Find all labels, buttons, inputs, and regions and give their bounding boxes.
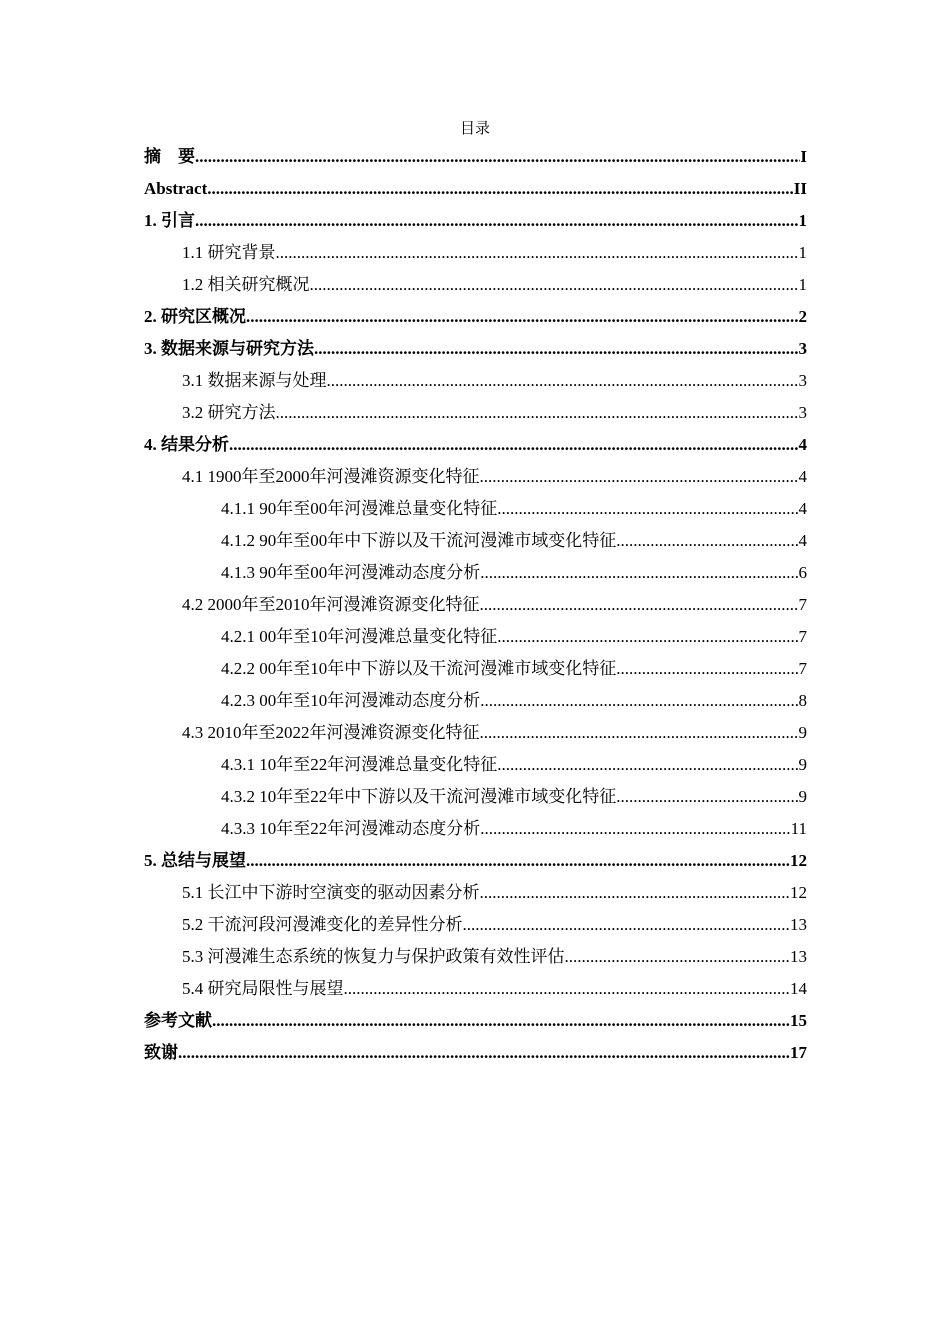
toc-entry[interactable] bbox=[144, 173, 807, 205]
toc-entry[interactable] bbox=[144, 717, 807, 749]
toc-entry[interactable] bbox=[144, 653, 807, 685]
dot-leader bbox=[212, 1005, 790, 1037]
toc-entry-page-number: 4 bbox=[798, 435, 807, 454]
toc-entry-label: 4.1 1900年至2000年河漫滩资源变化特征 bbox=[182, 467, 480, 486]
toc-entry[interactable] bbox=[144, 269, 807, 301]
dot-leader bbox=[463, 909, 791, 941]
toc-entry[interactable] bbox=[144, 525, 807, 557]
toc-entry[interactable] bbox=[144, 1005, 807, 1037]
toc-entry-page-number: 7 bbox=[798, 627, 807, 646]
dot-leader bbox=[310, 269, 799, 301]
toc-entry-label: 3.2 研究方法 bbox=[182, 403, 276, 422]
toc-entry[interactable] bbox=[144, 557, 807, 589]
toc-entry-page-number: 13 bbox=[790, 947, 807, 966]
toc-entry-page-number: 8 bbox=[798, 691, 807, 710]
toc-entry-label: 4.2.3 00年至10年河漫滩动态度分析 bbox=[221, 691, 481, 710]
toc-entry-label: 3. 数据来源与研究方法 bbox=[144, 339, 314, 358]
toc-entry[interactable] bbox=[144, 621, 807, 653]
dot-leader bbox=[178, 1037, 790, 1069]
toc-entry-label: 5.2 干流河段河漫滩变化的差异性分析 bbox=[182, 915, 463, 934]
toc-entry-page-number: 2 bbox=[798, 307, 807, 326]
toc-entry-label: 4. 结果分析 bbox=[144, 435, 229, 454]
toc-entry-page-number: 4 bbox=[798, 531, 807, 550]
toc-entry[interactable] bbox=[144, 301, 807, 333]
toc-entry-page-number: 3 bbox=[798, 403, 807, 422]
dot-leader bbox=[195, 205, 799, 237]
toc-entry-page-number: I bbox=[800, 147, 807, 166]
toc-entry-page-number: 14 bbox=[790, 979, 807, 998]
dot-leader bbox=[497, 493, 798, 525]
dot-leader bbox=[616, 781, 798, 813]
toc-entry[interactable] bbox=[144, 845, 807, 877]
toc-entry[interactable] bbox=[144, 877, 807, 909]
toc-entry[interactable] bbox=[144, 141, 807, 173]
toc-entry[interactable] bbox=[144, 749, 807, 781]
dot-leader bbox=[480, 685, 798, 717]
toc-entry-page-number: 13 bbox=[790, 915, 807, 934]
dot-leader bbox=[497, 749, 798, 781]
toc-entry-page-number: 3 bbox=[798, 371, 807, 390]
toc-entry-label: 5. 总结与展望 bbox=[144, 851, 246, 870]
toc-entry-label: 3.1 数据来源与处理 bbox=[182, 371, 327, 390]
toc-entry-page-number: 12 bbox=[790, 883, 807, 902]
dot-leader bbox=[276, 237, 799, 269]
toc-entry-page-number: 12 bbox=[790, 851, 807, 870]
toc-entry-label: 2. 研究区概况 bbox=[144, 307, 246, 326]
dot-leader bbox=[616, 525, 798, 557]
toc-entry-page-number: 7 bbox=[798, 595, 807, 614]
toc-entry-label: 摘 要 bbox=[144, 147, 195, 166]
dot-leader bbox=[480, 717, 799, 749]
toc-entry-page-number: 1 bbox=[798, 243, 807, 262]
dot-leader bbox=[616, 653, 798, 685]
dot-leader bbox=[276, 397, 799, 429]
toc-entry-page-number: 3 bbox=[798, 339, 807, 358]
toc-entry[interactable] bbox=[144, 333, 807, 365]
toc-entry[interactable] bbox=[144, 589, 807, 621]
toc-entry-label: 1.2 相关研究概况 bbox=[182, 275, 310, 294]
dot-leader bbox=[344, 973, 791, 1005]
toc-entry-label: Abstract bbox=[144, 179, 208, 198]
toc-entry-label: 5.1 长江中下游时空演变的驱动因素分析 bbox=[182, 883, 480, 902]
table-of-contents bbox=[144, 141, 807, 1069]
dot-leader bbox=[480, 461, 799, 493]
toc-entry[interactable] bbox=[144, 685, 807, 717]
toc-entry-label: 1.1 研究背景 bbox=[182, 243, 276, 262]
toc-entry-page-number: 1 bbox=[798, 275, 807, 294]
toc-entry-page-number: 7 bbox=[798, 659, 807, 678]
dot-leader bbox=[480, 589, 799, 621]
toc-entry-label: 4.3 2010年至2022年河漫滩资源变化特征 bbox=[182, 723, 480, 742]
dot-leader bbox=[480, 813, 790, 845]
toc-entry-label: 致谢 bbox=[144, 1043, 178, 1062]
toc-entry-label: 4.2 2000年至2010年河漫滩资源变化特征 bbox=[182, 595, 480, 614]
toc-entry-label: 参考文献 bbox=[144, 1011, 212, 1030]
dot-leader bbox=[246, 301, 799, 333]
toc-entry-label: 4.3.2 10年至22年中下游以及干流河漫滩市域变化特征 bbox=[221, 787, 617, 806]
toc-entry[interactable] bbox=[144, 461, 807, 493]
dot-leader bbox=[246, 845, 790, 877]
dot-leader bbox=[497, 621, 798, 653]
toc-entry-page-number: 9 bbox=[798, 787, 807, 806]
dot-leader bbox=[229, 429, 799, 461]
dot-leader bbox=[480, 877, 791, 909]
dot-leader bbox=[480, 557, 798, 589]
toc-entry-page-number: 4 bbox=[798, 467, 807, 486]
toc-entry-label: 5.3 河漫滩生态系统的恢复力与保护政策有效性评估 bbox=[182, 947, 565, 966]
dot-leader bbox=[327, 365, 799, 397]
toc-entry-page-number: 9 bbox=[798, 723, 807, 742]
toc-entry-label: 4.1.1 90年至00年河漫滩总量变化特征 bbox=[221, 499, 498, 518]
dot-leader bbox=[314, 333, 799, 365]
toc-entry-page-number: 1 bbox=[798, 211, 807, 230]
toc-entry[interactable] bbox=[144, 237, 807, 269]
toc-entry-label: 4.3.1 10年至22年河漫滩总量变化特征 bbox=[221, 755, 498, 774]
toc-entry-page-number: 4 bbox=[798, 499, 807, 518]
toc-entry-label: 4.3.3 10年至22年河漫滩动态度分析 bbox=[221, 819, 481, 838]
toc-entry-label: 4.2.2 00年至10年中下游以及干流河漫滩市域变化特征 bbox=[221, 659, 617, 678]
toc-entry-label: 4.1.2 90年至00年中下游以及干流河漫滩市域变化特征 bbox=[221, 531, 617, 550]
toc-entry-page-number: 9 bbox=[798, 755, 807, 774]
toc-entry[interactable] bbox=[144, 365, 807, 397]
toc-entry[interactable] bbox=[144, 781, 807, 813]
toc-entry-label: 4.1.3 90年至00年河漫滩动态度分析 bbox=[221, 563, 481, 582]
toc-entry-page-number: II bbox=[793, 179, 807, 198]
toc-entry[interactable] bbox=[144, 205, 807, 237]
toc-entry-page-number: 11 bbox=[790, 819, 807, 838]
dot-leader bbox=[207, 173, 794, 205]
toc-entry-page-number: 6 bbox=[798, 563, 807, 582]
toc-entry-label: 4.2.1 00年至10年河漫滩总量变化特征 bbox=[221, 627, 498, 646]
toc-entry-label: 5.4 研究局限性与展望 bbox=[182, 979, 344, 998]
toc-entry[interactable] bbox=[144, 397, 807, 429]
toc-title: 目录 bbox=[459, 121, 490, 137]
toc-entry[interactable] bbox=[144, 493, 807, 525]
toc-entry[interactable] bbox=[144, 909, 807, 941]
toc-entry[interactable] bbox=[144, 941, 807, 973]
toc-entry-label: 1. 引言 bbox=[144, 211, 195, 230]
dot-leader bbox=[195, 141, 800, 173]
toc-entry-page-number: 15 bbox=[790, 1011, 807, 1030]
toc-entry[interactable] bbox=[144, 813, 807, 845]
toc-entry[interactable] bbox=[144, 973, 807, 1005]
toc-entry-page-number: 17 bbox=[790, 1043, 807, 1062]
toc-entry[interactable] bbox=[144, 429, 807, 461]
toc-entry[interactable] bbox=[144, 1037, 807, 1069]
dot-leader bbox=[565, 941, 791, 973]
